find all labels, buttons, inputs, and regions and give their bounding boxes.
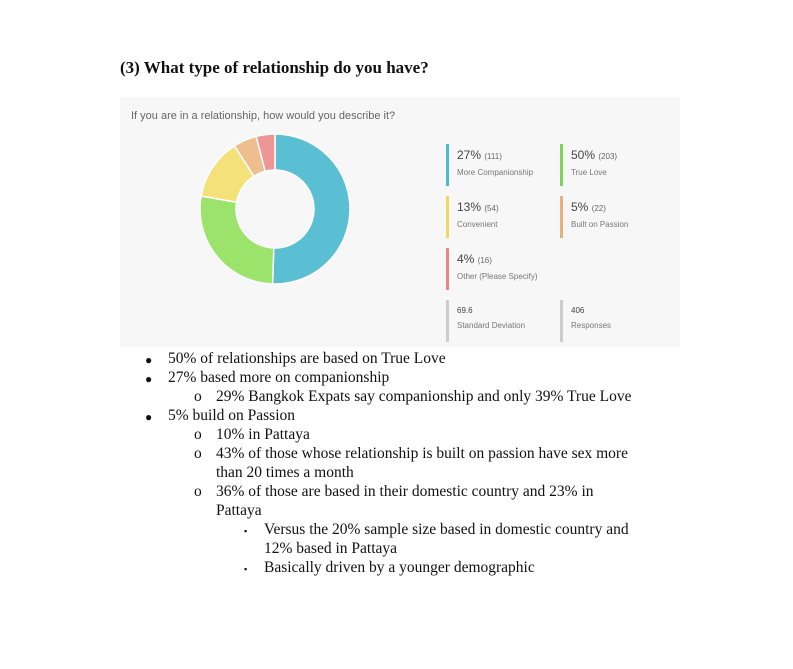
bullet-text: Basically driven by a younger demographic	[264, 559, 535, 576]
bullet-text: 29% Bangkok Expats say companionship and only 39% True Love	[216, 388, 632, 405]
stat-label: Responses	[571, 321, 612, 330]
donut-chart	[200, 133, 350, 285]
bullet-marker: o	[194, 426, 202, 443]
stat-label: Other (Please Specify)	[457, 272, 538, 281]
bullet-text: 10% in Pattaya	[216, 426, 310, 443]
bullet-marker: ●	[145, 410, 153, 424]
stat-convenient	[446, 196, 499, 238]
stat-percent: 50%	[571, 148, 596, 162]
bullet-text: 5% build on Passion	[168, 407, 296, 424]
stat-percent: 4%	[457, 252, 475, 266]
bullet-text: 36% of those are based in their domestic country and 23% in	[216, 483, 594, 500]
stat-count: (203)	[598, 152, 618, 161]
stat-responses	[560, 300, 611, 342]
bullet-marker: ▪	[244, 526, 248, 536]
survey-panel	[120, 97, 680, 347]
stat-label: Convenient	[457, 220, 498, 229]
donut-slice-true-love	[273, 134, 350, 284]
stat-label: Standard Deviation	[457, 321, 526, 330]
chart-title: If you are in a relationship, how would you describe it?	[131, 110, 396, 122]
bullet-marker: ●	[145, 372, 153, 386]
bullet-marker: o	[194, 483, 202, 500]
stat-value: 406	[571, 306, 585, 315]
bullet-marker: o	[194, 445, 202, 462]
bullet-text: 50% of relationships are based on True Love	[168, 350, 446, 367]
stat-standard-deviation	[446, 300, 525, 342]
stat-more-companionship	[446, 144, 533, 186]
page-heading: (3) What type of relationship do you have?	[120, 58, 429, 77]
stat-label: More Companionship	[457, 168, 534, 177]
bullet-marker: ▪	[244, 564, 248, 574]
stat-percent: 5%	[571, 200, 589, 214]
bullet-text-continued: 12% based in Pattaya	[264, 540, 398, 557]
stat-label: Built on Passion	[571, 220, 629, 229]
stat-count: (111)	[484, 152, 502, 161]
bullet-marker: o	[194, 388, 202, 405]
stat-count: (54)	[484, 204, 499, 213]
stat-percent: 27%	[457, 148, 482, 162]
stat-percent: 13%	[457, 200, 482, 214]
stat-other	[446, 248, 537, 290]
stat-count: (22)	[591, 204, 606, 213]
bullet-text: 27% based more on companionship	[168, 369, 390, 386]
donut-slice-more-companionship	[200, 196, 274, 284]
stat-label: True Love	[571, 168, 607, 177]
bullet-text: 43% of those whose relationship is built on passion have sex more	[216, 445, 628, 462]
stat-built-on-passion	[560, 196, 628, 238]
stat-true-love	[560, 144, 617, 186]
stat-value: 69.6	[457, 306, 473, 315]
stat-count: (16)	[477, 256, 492, 265]
bullet-marker: ●	[145, 353, 153, 367]
bullet-text-continued: than 20 times a month	[216, 464, 354, 481]
bullet-text-continued: Pattaya	[216, 502, 262, 519]
bullet-text: Versus the 20% sample size based in domestic country and	[264, 521, 629, 538]
